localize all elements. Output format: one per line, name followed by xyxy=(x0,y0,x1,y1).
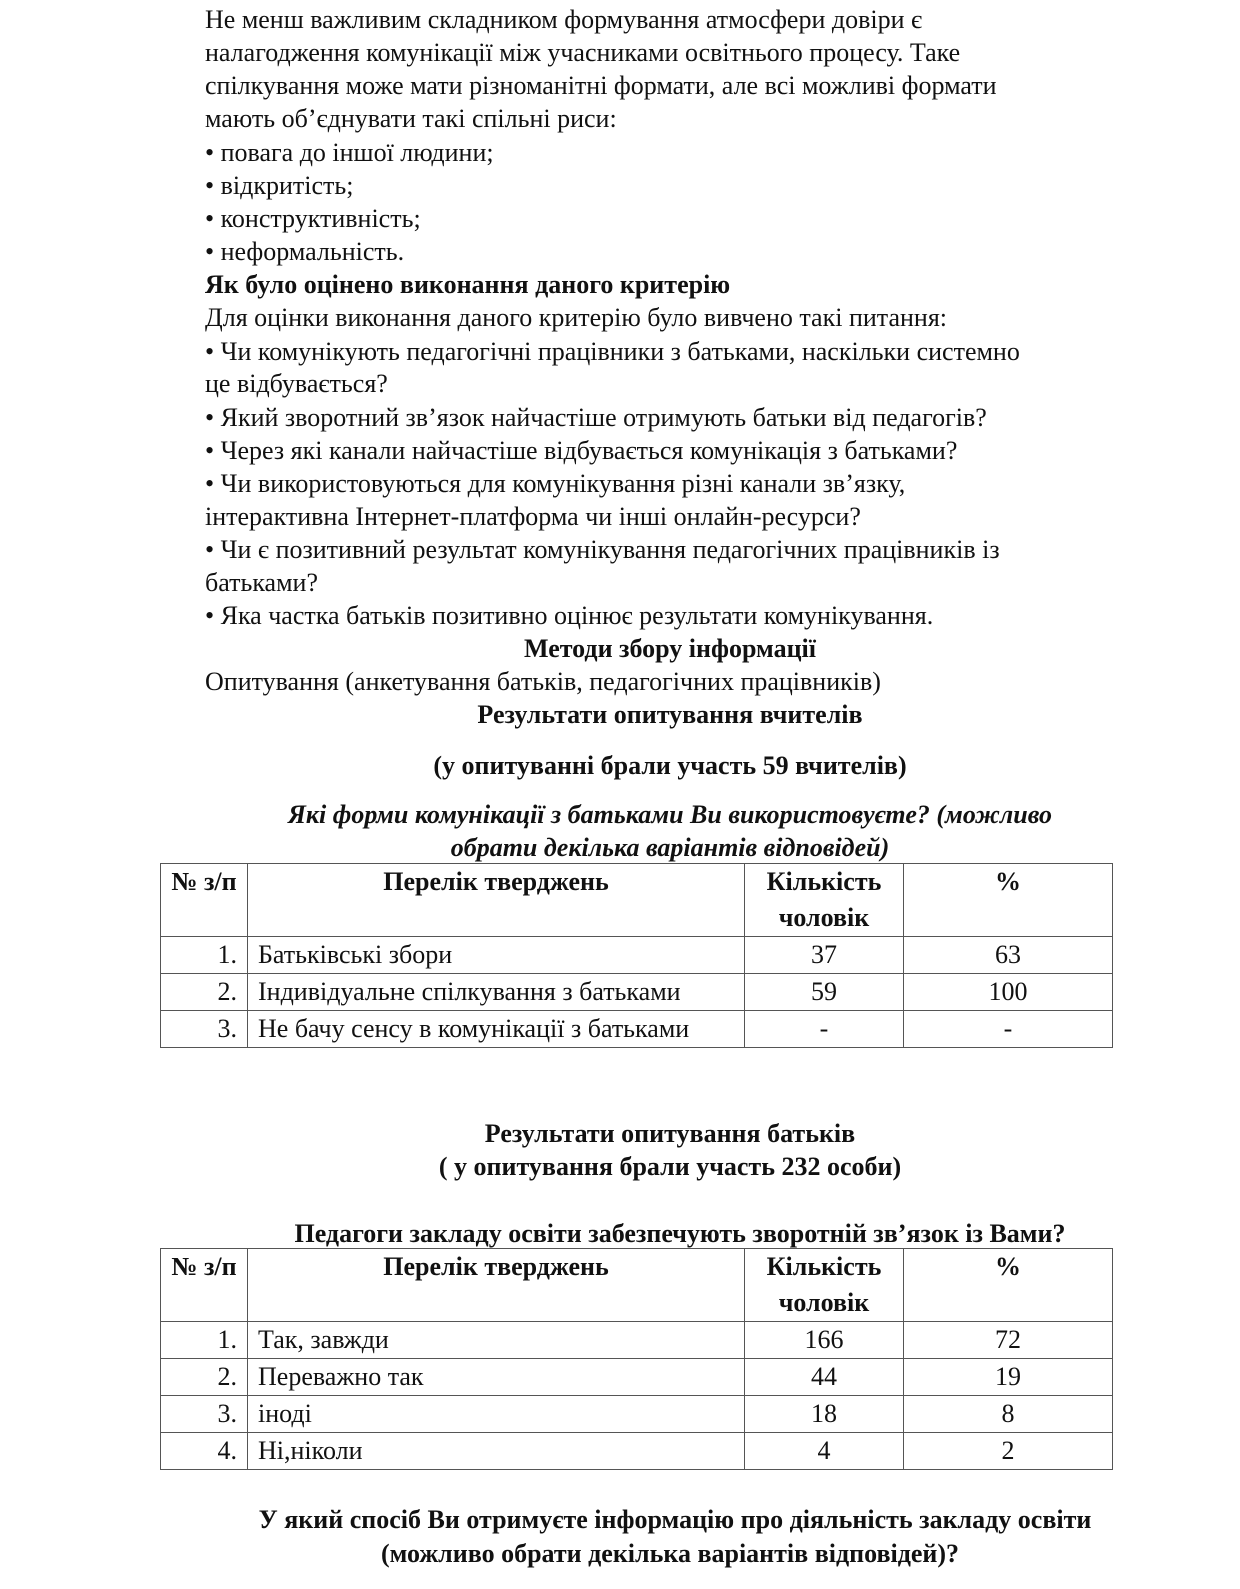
paragraph-line: Не менш важливим складником формування атмосфери довіри є xyxy=(205,5,923,34)
header-statement: Перелік тверджень xyxy=(248,1249,745,1322)
cell: 4. xyxy=(161,1433,248,1470)
bullet-item: • Який зворотний зв’язок найчастіше отримують батьки від педагогів? xyxy=(205,403,987,432)
bullet-item: це відбувається? xyxy=(205,369,388,398)
cell: 166 xyxy=(745,1322,904,1359)
bullet-item: • повага до іншої людини; xyxy=(205,138,494,167)
cell: 2. xyxy=(161,1359,248,1396)
cell: 3. xyxy=(161,1011,248,1048)
next-question: (можливо обрати декілька варіантів відповідей)? xyxy=(380,1539,960,1568)
cell: - xyxy=(745,1011,904,1048)
cell: Так, завжди xyxy=(248,1322,745,1359)
paragraph-line: Опитування (анкетування батьків, педагогічних працівників) xyxy=(205,667,881,696)
paragraph-line: спілкування може мати різноманітні формати, але всі можливі формати xyxy=(205,71,997,100)
paragraph-line: мають об’єднувати такі спільні риси: xyxy=(205,104,617,133)
bullet-item: • Чи комунікують педагогічні працівники з батьками, наскільки системно xyxy=(205,337,1020,366)
cell: 1. xyxy=(161,937,248,974)
header-count: Кількість чоловік xyxy=(745,1249,904,1322)
table-row xyxy=(161,974,1113,1011)
paragraph-line: Для оцінки виконання даного критерію було вивчено такі питання: xyxy=(205,303,948,332)
bullet-item: • неформальність. xyxy=(205,237,405,266)
bullet-item: • Через які канали найчастіше відбувається комунікація з батьками? xyxy=(205,436,958,465)
table-header xyxy=(161,1249,1113,1322)
bullet-item: • Чи використовуються для комунікування різні канали зв’язку, xyxy=(205,469,906,498)
teachers-subtitle: (у опитуванні брали участь 59 вчителів) xyxy=(433,751,907,780)
header-statement: Перелік тверджень xyxy=(248,864,745,937)
table-row xyxy=(161,1322,1113,1359)
cell: 63 xyxy=(904,937,1113,974)
cell: 100 xyxy=(904,974,1113,1011)
cell: Індивідуальне спілкування з батьками xyxy=(248,974,745,1011)
teachers-title: Результати опитування вчителів xyxy=(477,700,863,729)
cell: Батьківські збори xyxy=(248,937,745,974)
header-percent: % xyxy=(904,864,1113,937)
bullet-item: батьками? xyxy=(205,568,319,597)
cell: 1. xyxy=(161,1322,248,1359)
cell: 8 xyxy=(904,1396,1113,1433)
paragraph-line: налагодження комунікації між учасниками освітнього процесу. Таке xyxy=(205,38,961,67)
table-row xyxy=(161,1359,1113,1396)
table-row xyxy=(161,1433,1113,1470)
table-row xyxy=(161,937,1113,974)
bullet-item: • відкритість; xyxy=(205,171,354,200)
teachers-question: обрати декілька варіантів відповідей) xyxy=(450,833,890,862)
bullet-item: • Яка частка батьків позитивно оцінює результати комунікування. xyxy=(205,601,934,630)
cell: 18 xyxy=(745,1396,904,1433)
cell: 4 xyxy=(745,1433,904,1470)
cell: 2 xyxy=(904,1433,1113,1470)
cell: Переважно так xyxy=(248,1359,745,1396)
header-number: № з/п xyxy=(161,864,248,937)
cell: Ні,ніколи xyxy=(248,1433,745,1470)
table-header xyxy=(161,864,1113,937)
cell: іноді xyxy=(248,1396,745,1433)
section-heading: Методи збору інформації xyxy=(524,634,816,663)
teachers-question: Які форми комунікації з батьками Ви використовуєте? (можливо xyxy=(287,800,1053,829)
parents-title: Результати опитування батьків xyxy=(484,1119,856,1148)
cell: 37 xyxy=(745,937,904,974)
cell: 72 xyxy=(904,1322,1113,1359)
parents-question: Педагоги закладу освіти забезпечують зворотній зв’язок із Вами? xyxy=(294,1219,1066,1248)
header-count: Кількість чоловік xyxy=(745,864,904,937)
header-number: № з/п xyxy=(161,1249,248,1322)
bullet-item: • конструктивність; xyxy=(205,204,421,233)
parents-table xyxy=(160,1248,1113,1470)
cell: Не бачу сенсу в комунікації з батьками xyxy=(248,1011,745,1048)
header-percent: % xyxy=(904,1249,1113,1322)
bullet-item: • Чи є позитивний результат комунікування педагогічних працівників із xyxy=(205,535,1000,564)
table-row xyxy=(161,1396,1113,1433)
next-question: У який спосіб Ви отримуєте інформацію про діяльність закладу освіти xyxy=(258,1505,1092,1534)
teachers-table xyxy=(160,863,1113,1048)
cell: 2. xyxy=(161,974,248,1011)
section-heading: Як було оцінено виконання даного критерію xyxy=(205,270,731,299)
cell: 3. xyxy=(161,1396,248,1433)
cell: 19 xyxy=(904,1359,1113,1396)
cell: 44 xyxy=(745,1359,904,1396)
cell: - xyxy=(904,1011,1113,1048)
cell: 59 xyxy=(745,974,904,1011)
parents-subtitle: ( у опитування брали участь 232 особи) xyxy=(438,1152,902,1181)
table-row xyxy=(161,1011,1113,1048)
bullet-item: інтерактивна Інтернет-платформа чи інші онлайн-ресурси? xyxy=(205,502,861,531)
